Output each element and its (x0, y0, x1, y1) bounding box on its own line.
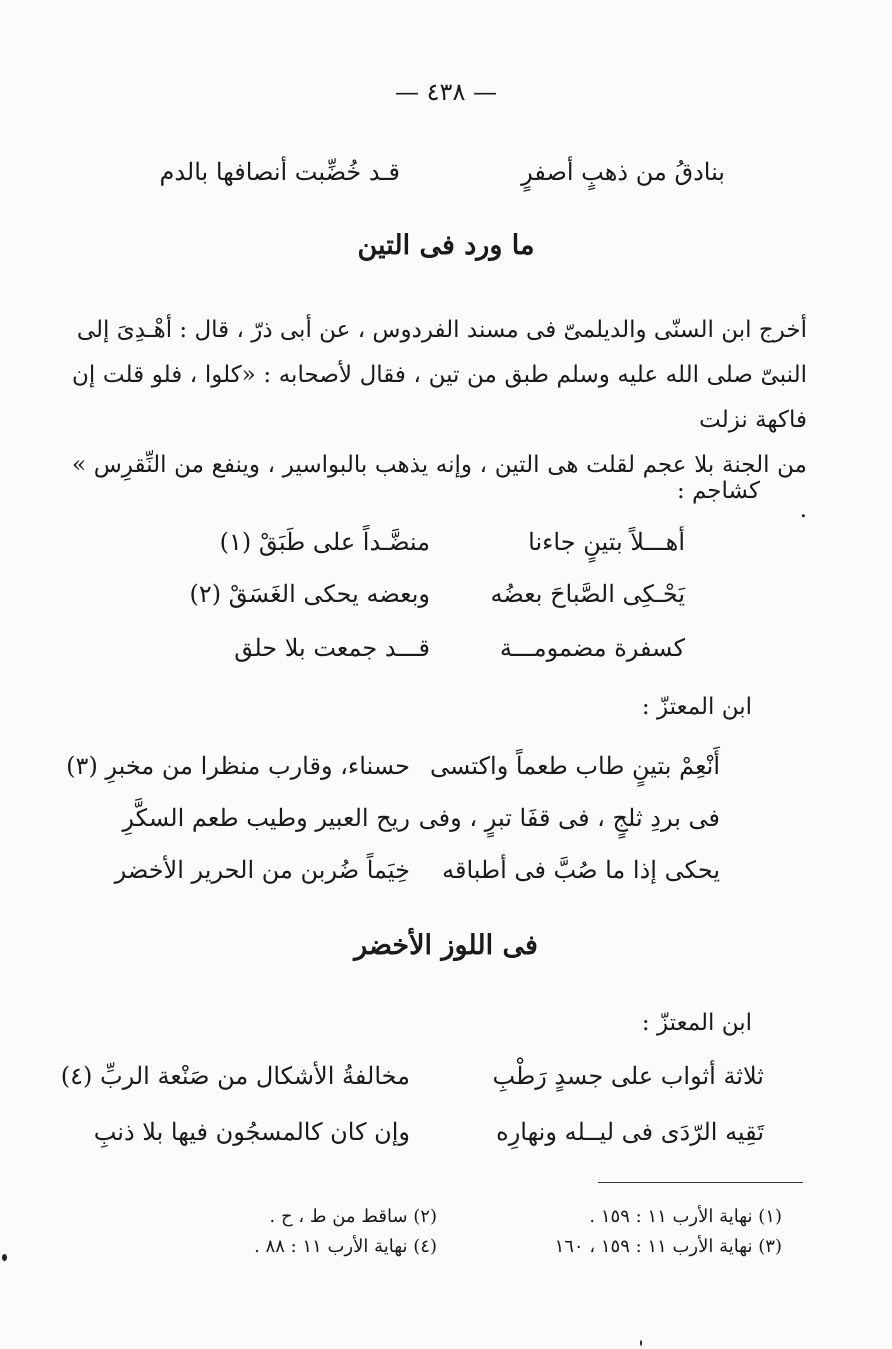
verse-line (60, 1062, 764, 1098)
footnote-4: (٤) نهاية الأرب ١١ : ٨٨ . (254, 1236, 437, 1257)
prose-line: من الجنة بلا عجم لقلت هى التين ، وإنه يذهب بالبواسير ، وينفع من النِّقرِس » . (72, 452, 807, 523)
verse-line (93, 1118, 764, 1154)
verse-line (66, 752, 720, 788)
verse-first-hemistich: يحكى إذا ما صُبَّ فى أطباقه (442, 856, 720, 884)
scan-speck (640, 1340, 642, 1346)
verse-line (120, 528, 685, 564)
verse-first-hemistich: يَحْـكِى الصَّباحَ بعضُه (490, 580, 685, 608)
verse-first-hemistich: فى بردِ ثلجٍ ، فى قفَا تبرٍ ، وفى (418, 804, 720, 832)
verse-line (120, 634, 685, 670)
page-number: — ٤٣٨ — (395, 78, 497, 106)
verse-second-hemistich: حسناء، وقارب منظرا من مخبرِ (٣) (66, 752, 410, 780)
poet-name-kushajim: كشاجم : (676, 478, 760, 504)
verse-first-hemistich: تَقِيه الرّدَى فى ليــله ونهارِه (496, 1118, 764, 1146)
prose-line: أخرج ابن السنّى والديلمىّ فى مسند الفردوس ، عن أبى ذرّ ، قال : أهْـدِىَ إلى (76, 317, 807, 343)
verse-line (100, 856, 720, 892)
verse-second-hemistich: منضَّـداً على طَبَقْ (١) (219, 528, 430, 556)
verse-line (100, 804, 720, 840)
verse-first-hemistich: أَنْعِمْ بتينٍ طاب طعماً واكتسى (429, 752, 720, 780)
scan-speck (2, 1254, 7, 1261)
verse-second-hemistich: خِيَماً ضُربن من الحرير الأخضر (114, 856, 410, 884)
section-heading-green-almond: فى اللوز الأخضر (354, 930, 538, 961)
verse-second-hemistich: قـد خُضِّبت أنصافها بالدم (159, 158, 400, 186)
verse-second-hemistich: قـــد جمعت بلا حلق (234, 634, 430, 662)
verse-first-hemistich: أهـــلاً بتينٍ جاءنا (528, 528, 685, 556)
poet-name-ibn-al-mutazz: ابن المعتزّ : (641, 1010, 752, 1036)
footnote-3: (٣) نهاية الأرب ١١ : ١٥٩ ، ١٦٠ (554, 1236, 782, 1257)
footnote-2: (٢) ساقط من ط ، ح . (269, 1206, 437, 1227)
prose-line: النبىّ صلى الله عليه وسلم طبق من تين ، فقال لأصحابه : «كلوا ، فلو قلت إن فاكهة نزلت (72, 362, 807, 433)
verse-first-hemistich: بنادقُ من ذهبٍ أصفرٍ (521, 158, 725, 186)
footnote-separator (598, 1182, 803, 1183)
verse-line (120, 580, 685, 616)
verse-second-hemistich: وإن كان كالمسجُون فيها بلا ذنبِ (93, 1118, 410, 1146)
opening-verse (120, 158, 725, 194)
poet-name-ibn-al-mutazz: ابن المعتزّ : (641, 694, 752, 720)
verse-second-hemistich: ريح العبير وطيب طعم السكَّرِ (122, 804, 410, 832)
verse-second-hemistich: وبعضه يحكى الغَسَقْ (٢) (189, 580, 430, 608)
footnote-1: (١) نهاية الأرب ١١ : ١٥٩ . (589, 1206, 782, 1227)
verse-first-hemistich: ثلاثة أثواب على جسدٍ رَطْبِ (492, 1062, 764, 1090)
verse-second-hemistich: مخالفةُ الأشكال من صَنْعة الربِّ (٤) (60, 1062, 410, 1090)
section-heading-fig: ما ورد فى التين (357, 230, 535, 261)
verse-first-hemistich: كسفرة مضمومـــة (499, 634, 685, 662)
